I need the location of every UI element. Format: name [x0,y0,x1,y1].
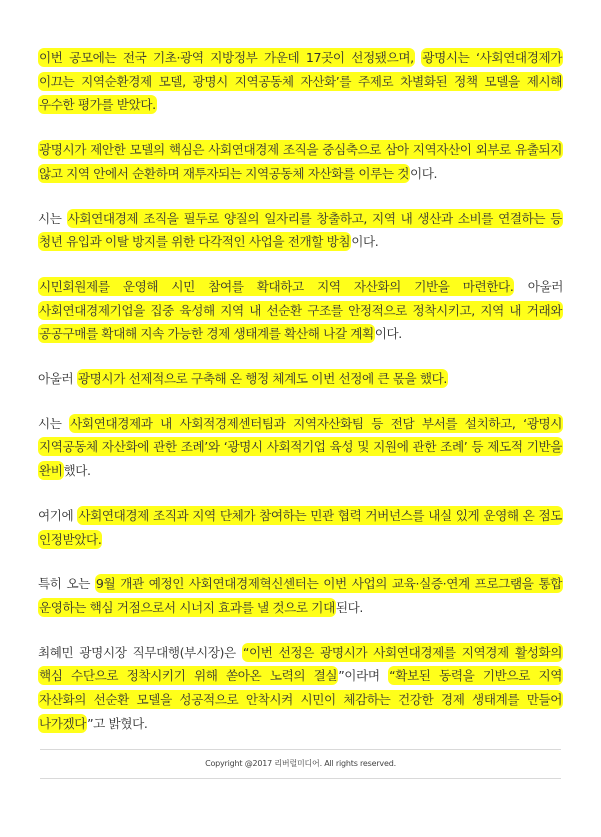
article-paragraph [38,412,563,483]
plain-text: 이다. [351,234,379,250]
plain-text: 시는 [38,210,67,226]
article-paragraph [38,207,563,254]
plain-text: 최혜민 광명시장 직무대행(부시장)은 [38,644,242,660]
highlighted-text: 광명시가 제안한 모델의 핵심은 사회연대경제 조직을 중심축으로 삼아 지역자산이 외부로 유출되지 않고 지역 안에서 순환하며 재투자되는 지역공동체 자산화를 이루는 것 [39,142,562,181]
article-paragraph [38,138,563,185]
article-paragraph [38,367,563,391]
article-paragraph [38,275,563,346]
footer [40,749,561,779]
plain-text: 시는 [38,415,70,431]
plain-text: ”고 밝혔다. [87,715,148,731]
article-paragraph [38,46,563,117]
article-paragraph [38,572,563,619]
highlighted-text: 사회연대경제 조직을 필두로 양질의 일자리를 창출하고, 지역 내 생산과 소비를 연결하는 등 청년 유입과 이탈 방지를 위한 다각적인 사업을 전개할 방침 [39,210,562,250]
plain-text: 아울러 [38,371,77,387]
highlighted-text: 사회연대경제 조직과 지역 단체가 참여하는 민관 협력 거버넌스를 내실 있게 운영해 온 점도 인정받았다. [39,507,562,547]
highlighted-text: 시민회원제를 운영해 시민 참여를 확대하고 지역 자산화의 기반을 마련한다. [39,278,514,294]
highlighted-text: 9월 개관 예정인 사회연대경제혁신센터는 이번 사업의 교육·실증·연계 프로그램을 통합 운영하는 핵심 거점으로서 시너지 효과를 낼 것으로 기대 [39,576,562,615]
highlighted-text: “확보된 동력을 기반으로 지역 자산화의 선순환 모델을 성공적으로 안착시켜 시민이 체감하는 건강한 경제 생태계를 만들어 나가겠다 [39,668,563,731]
highlighted-text: 사회연대경제과 내 사회적경제센터팀과 지역자산화팀 등 전담 부서를 설치하고, ‘광명시 지역공동체 자산화에 관한 조례’와 ‘광명시 사회적기업 육성 및 지원에 관한 조례’ 등 제도적 기반을 완비 [39,415,563,479]
plain-text: 여기에 [38,507,78,523]
highlighted-text: 광명시가 선제적으로 구축해 온 행정 체계도 이번 선정에 큰 몫을 했다. [77,371,447,387]
article-paragraph [38,504,563,551]
plain-text: 이다. [410,165,438,181]
plain-text: 된다. [335,599,363,615]
plain-text: ”이라며 [338,668,389,684]
highlighted-text: “이번 선정은 광명시가 사회연대경제를 지역경제 활성화의 핵심 수단으로 정착시키기 위해 쏟아온 노력의 결실 [39,644,563,684]
plain-text: 했다. [63,463,91,479]
article-body [38,46,563,756]
highlighted-text: 사회연대경제기업을 집중 육성해 지역 내 선순환 구조를 안정적으로 정착시키고, 지역 내 거래와 공공구매를 확대해 지속 가능한 경제 생태계를 확산해 나갈 계획 [39,302,562,342]
copyright-text: Copyright @2017 리버럴미디어. All rights reserved. [205,759,396,768]
highlighted-text: 이번 공모에는 전국 기초·광역 지방정부 가운데 17곳이 선정됐으며, [39,50,414,65]
highlighted-text: 광명시는 ‘사회연대경제가 이끄는 지역순환경제 모델, 광명시 지역공동체 자산화’를 주제로 차별화된 정책 모델을 제시해 우수한 평가를 받았다. [39,50,562,113]
plain-text: 특히 오는 [38,576,95,592]
plain-text: 이다. [374,326,402,342]
article-paragraph [38,641,563,736]
plain-text: 아울러 [514,278,563,294]
